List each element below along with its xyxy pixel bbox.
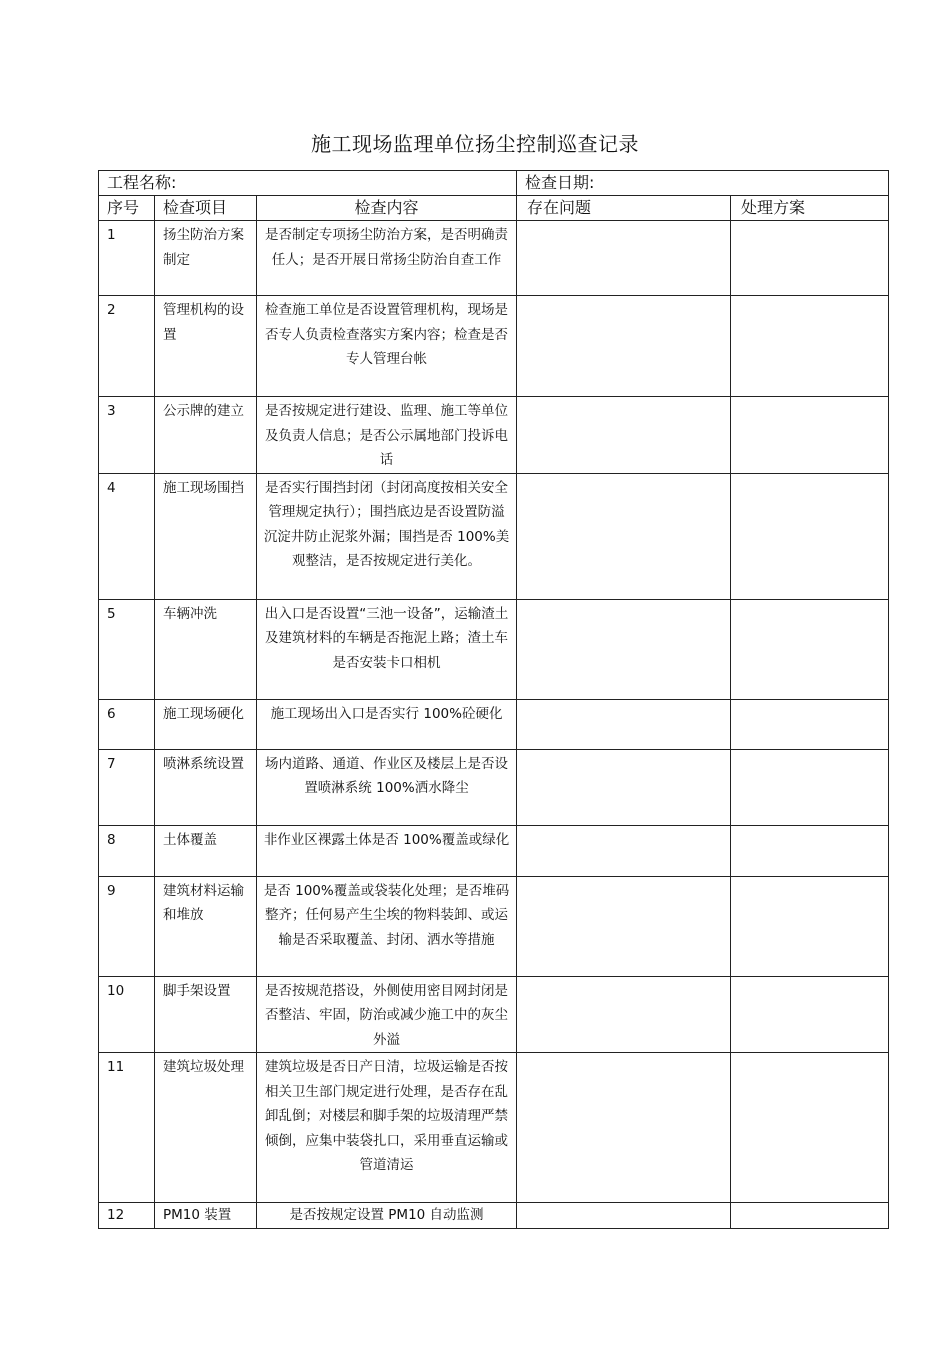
row-no: 10 — [99, 976, 155, 1053]
col-header-issue: 存在问题 — [517, 196, 731, 221]
row-no: 5 — [99, 599, 155, 699]
project-name-label: 工程名称: — [107, 173, 177, 192]
row-item: 扬尘防治方案制定 — [155, 221, 257, 296]
row-issue-cell[interactable] — [517, 397, 731, 474]
table-row — [99, 1053, 889, 1203]
col-header-plan: 处理方案 — [731, 196, 889, 221]
row-content: 是否按规定设置 PM10 自动监测 — [257, 1203, 517, 1229]
row-item: 施工现场围挡 — [155, 473, 257, 599]
row-issue-cell[interactable] — [517, 699, 731, 749]
row-content: 非作业区裸露土体是否 100%覆盖或绿化 — [257, 825, 517, 876]
row-no: 7 — [99, 749, 155, 825]
row-plan-cell[interactable] — [731, 749, 889, 825]
row-item: 脚手架设置 — [155, 976, 257, 1053]
check-date-label: 检查日期: — [525, 173, 595, 192]
col-header-item: 检查项目 — [155, 196, 257, 221]
row-issue-cell[interactable] — [517, 296, 731, 397]
row-issue-cell[interactable] — [517, 876, 731, 976]
check-date-cell[interactable] — [517, 171, 889, 196]
row-item: 管理机构的设置 — [155, 296, 257, 397]
row-plan-cell[interactable] — [731, 825, 889, 876]
row-no: 3 — [99, 397, 155, 474]
header-row — [99, 171, 889, 196]
row-issue-cell[interactable] — [517, 221, 731, 296]
row-plan-cell[interactable] — [731, 976, 889, 1053]
row-no: 6 — [99, 699, 155, 749]
col-header-content: 检查内容 — [257, 196, 517, 221]
table-row — [99, 876, 889, 976]
column-header-row — [99, 196, 889, 221]
row-item: PM10 装置 — [155, 1203, 257, 1229]
row-plan-cell[interactable] — [731, 221, 889, 296]
row-item: 公示牌的建立 — [155, 397, 257, 474]
row-no: 1 — [99, 221, 155, 296]
project-name-cell[interactable] — [99, 171, 517, 196]
row-plan-cell[interactable] — [731, 397, 889, 474]
page-title: 施工现场监理单位扬尘控制巡查记录 — [311, 132, 639, 156]
row-content: 出入口是否设置“三池一设备”，运输渣土及建筑材料的车辆是否拖泥上路；渣土车是否安装卡口相机 — [257, 599, 517, 699]
row-plan-cell[interactable] — [731, 1053, 889, 1203]
row-content: 施工现场出入口是否实行 100%砼硬化 — [257, 699, 517, 749]
row-issue-cell[interactable] — [517, 473, 731, 599]
row-item: 建筑垃圾处理 — [155, 1053, 257, 1203]
row-no: 12 — [99, 1203, 155, 1229]
row-issue-cell[interactable] — [517, 749, 731, 825]
row-plan-cell[interactable] — [731, 296, 889, 397]
row-item: 车辆冲洗 — [155, 599, 257, 699]
table-row — [99, 1203, 889, 1229]
table-row — [99, 221, 889, 296]
row-content: 是否制定专项扬尘防治方案，是否明确责任人；是否开展日常扬尘防治自查工作 — [257, 221, 517, 296]
row-content: 检查施工单位是否设置管理机构，现场是否专人负责检查落实方案内容；检查是否专人管理台帐 — [257, 296, 517, 397]
row-issue-cell[interactable] — [517, 1203, 731, 1229]
row-plan-cell[interactable] — [731, 699, 889, 749]
row-no: 9 — [99, 876, 155, 976]
row-plan-cell[interactable] — [731, 1203, 889, 1229]
row-plan-cell[interactable] — [731, 876, 889, 976]
row-issue-cell[interactable] — [517, 599, 731, 699]
table-row — [99, 699, 889, 749]
table-row — [99, 296, 889, 397]
row-item: 建筑材料运输和堆放 — [155, 876, 257, 976]
row-content: 是否按规定进行建设、监理、施工等单位及负责人信息；是否公示属地部门投诉电话 — [257, 397, 517, 474]
row-plan-cell[interactable] — [731, 599, 889, 699]
row-issue-cell[interactable] — [517, 825, 731, 876]
row-content: 是否实行围挡封闭（封闭高度按相关安全管理规定执行）；围挡底边是否设置防溢沉淀井防止泥浆外漏；围挡是否 100%美观整洁，是否按规定进行美化。 — [257, 473, 517, 599]
row-item: 喷淋系统设置 — [155, 749, 257, 825]
table-row — [99, 825, 889, 876]
row-plan-cell[interactable] — [731, 473, 889, 599]
table-row — [99, 599, 889, 699]
row-no: 4 — [99, 473, 155, 599]
row-issue-cell[interactable] — [517, 976, 731, 1053]
row-issue-cell[interactable] — [517, 1053, 731, 1203]
row-item: 土体覆盖 — [155, 825, 257, 876]
row-no: 2 — [99, 296, 155, 397]
row-no: 8 — [99, 825, 155, 876]
table-row — [99, 397, 889, 474]
row-no: 11 — [99, 1053, 155, 1203]
row-item: 施工现场硬化 — [155, 699, 257, 749]
row-content: 是否按规范搭设，外侧使用密目网封闭是否整洁、牢固，防治或减少施工中的灰尘外溢 — [257, 976, 517, 1053]
row-content: 场内道路、通道、作业区及楼层上是否设置喷淋系统 100%洒水降尘 — [257, 749, 517, 825]
table-row — [99, 749, 889, 825]
inspection-table — [98, 170, 889, 1229]
row-content: 是否 100%覆盖或袋装化处理；是否堆码整齐；任何易产生尘埃的物料装卸、或运输是否采取覆盖、封闭、洒水等措施 — [257, 876, 517, 976]
table-row — [99, 976, 889, 1053]
row-content: 建筑垃圾是否日产日清，垃圾运输是否按相关卫生部门规定进行处理，是否存在乱卸乱倒；对楼层和脚手架的垃圾清理严禁倾倒，应集中装袋扎口，采用垂直运输或管道清运 — [257, 1053, 517, 1203]
col-header-no: 序号 — [99, 196, 155, 221]
table-row — [99, 473, 889, 599]
